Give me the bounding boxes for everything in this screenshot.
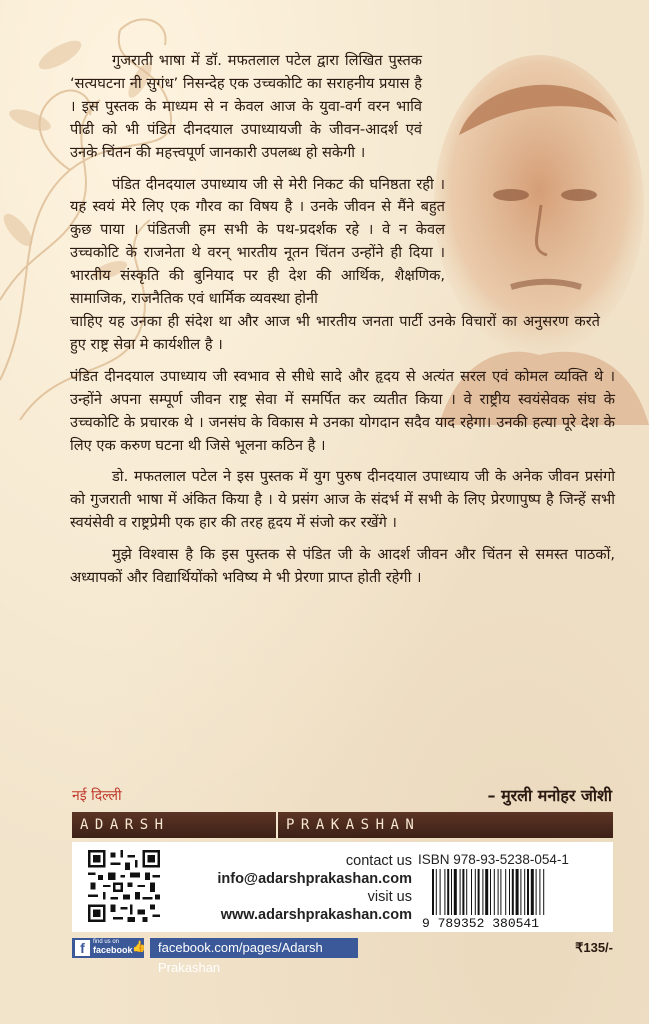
paragraph-5: मुझे विश्वास है कि इस पुस्तक से पंडित जी के आदर्श जीवन और चिंतन से समस्त पाठकों, अध्यापकों और विद्यार्थियोंको भविष्य मे भी प्रेरणा प्राप्त होती रहेगी । <box>70 546 615 587</box>
email-link[interactable]: info@adarshprakashan.com <box>217 871 412 887</box>
visit-label: visit us <box>367 889 412 905</box>
isbn-label: ISBN 978-93-5238-054-1 <box>418 852 569 867</box>
paragraph-3: पंडित दीनदयाल उपाध्याय जी स्वभाव से सीधे सादे और हृदय से अत्यंत सरल एवं कोमल व्यक्ति थे । उन्होंने अपना सम्पूर्ण जीवन राष्ट्र सेवा में समर्पित कर व्यतीत किया । वे राष्ट्रीय स्वयंसेवक संघ के उच्चकोटि के प्रचारक थे । जनसंघ के विकास मे उनका योगदान सदैव याद रहेगा। उनकी हत्या पूरे देश के लिए एक करुण घटना थी जिसे भूलना कठिन है । <box>70 367 615 454</box>
signature-row <box>72 784 612 808</box>
paragraph-2a: पंडित दीनदयाल उपाध्याय जी से मेरी निकट की घनिष्ठता रही । यह स्वयं मेरे लिए एक गौरव का विषय है । उनके जीवन से मैंने बहुत कुछ पाया । पंडितजी हम सभी के पथ-प्रदर्शक रहे । वे न केवल उच्चकोटि के राजनेता थे वरन् भारतीय नूतन चिंतन उन्होंने ही दिया । भारतीय संस्कृति की बुनियाद पर ही देश की आर्थिक, शैक्षणिक, सामाजिक, राजनैतिक एवं धार्मिक व्यवस्था होनी <box>70 175 445 308</box>
publisher-bar <box>72 812 613 838</box>
barcode-digits: 9 789352 380541 <box>422 916 540 929</box>
thumbs-up-icon: 👍 <box>132 941 146 953</box>
contact-label: contact us <box>345 853 412 869</box>
facebook-badge[interactable] <box>72 938 144 958</box>
facebook-page-link[interactable]: facebook.com/pages/Adarsh Prakashan <box>150 938 358 958</box>
facebook-icon: f <box>75 940 90 956</box>
website-link[interactable]: www.adarshprakashan.com <box>220 907 412 923</box>
social-row <box>72 938 613 975</box>
author-signature: – मुरली मनोहर जोशी <box>487 786 612 805</box>
facebook-badge-small-text: find us on <box>93 939 120 945</box>
publisher-name-part1: ADARSH <box>80 817 170 833</box>
publisher-divider <box>276 812 278 838</box>
price-label: ₹135/- <box>575 940 613 955</box>
paragraph-1: गुजराती भाषा में डॉ. मफतलाल पटेल द्वारा लिखित पुस्तक ‘सत्यघटना नी सुगंध’ निसन्देह एक उच्चकोटि का सराहनीय प्रयास है । इस पुस्तक के माध्यम से न केवल आज के युवा-वर्ग वरन भावि पीढी को भी पंडित दीनदयाल उपाध्यायजी के जीवन-आदर्श एवं उनके चिंतन की महत्त्वपूर्ण जानकारी उपलब्ध हो सकेगी । <box>70 52 422 161</box>
place-label: नई दिल्ली <box>72 788 122 804</box>
paragraph-2b: चाहिए यह उनका ही संदेश था और आज भी भारतीय जनता पार्टी उनके विचारों का अनुसरण करते हुए राष्ट्र सेवा मे कार्यशील है । <box>70 312 600 353</box>
paragraph-4: डो. मफतलाल पटेल ने इस पुस्तक में युग पुरुष दीनदयाल उपाध्याय जी के अनेक जीवन प्रसंगो को गुजराती भाषा में अंकित किया है । ये प्रसंग आज के संदर्भ में सभी के लिए प्रेरणापुष्प है जिन्हें सभी स्वयंसेवी व राष्ट्रप्रेमी एक हार की तरह हृदय में संजो कर रखेंगे । <box>70 468 615 532</box>
foreword-text <box>70 50 615 599</box>
contact-info <box>196 852 412 924</box>
qr-code-icon[interactable] <box>88 849 160 923</box>
publisher-name-part2: PRAKASHAN <box>286 817 421 833</box>
isbn-barcode <box>418 869 612 929</box>
facebook-badge-name: facebook <box>93 945 133 955</box>
